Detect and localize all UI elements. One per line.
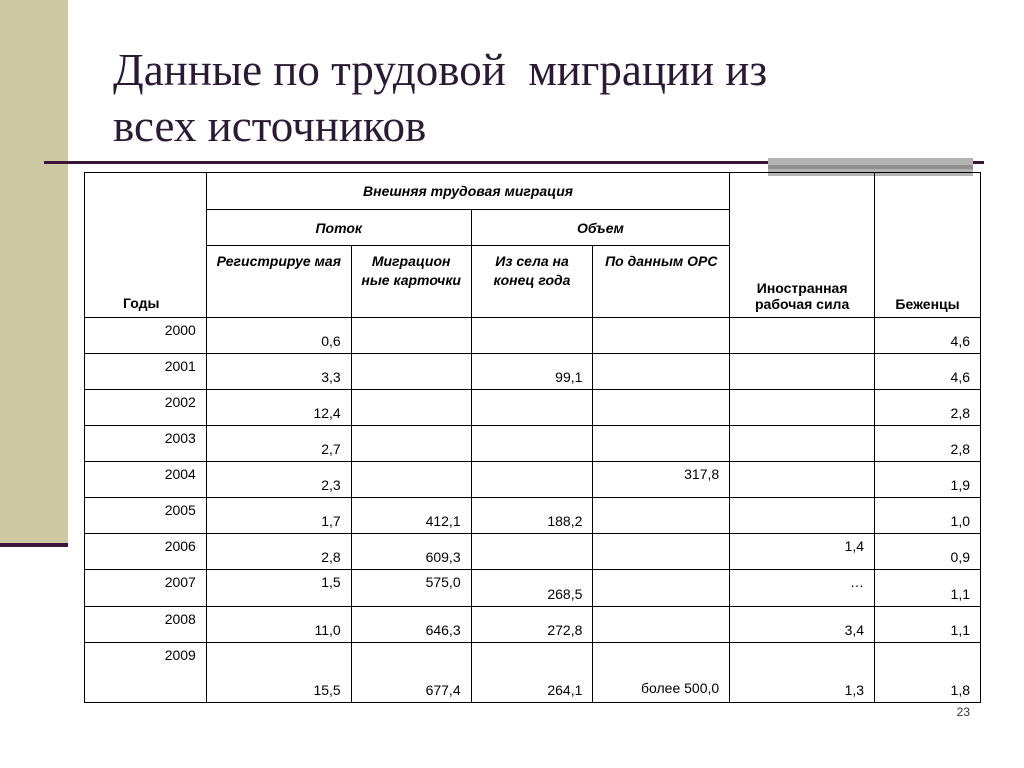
cell-ors <box>593 318 730 354</box>
cell-ors <box>593 390 730 426</box>
cell-village <box>471 318 593 354</box>
title-accent-bar-stripe <box>768 165 973 169</box>
cell-year: 2008 <box>85 607 207 643</box>
cell-foreign <box>730 354 875 390</box>
cell-foreign: … <box>730 570 875 607</box>
cell-village <box>471 462 593 498</box>
cell-cards <box>351 426 471 462</box>
cell-cards: 609,3 <box>351 534 471 570</box>
cell-cards <box>351 390 471 426</box>
header-volume: Объем <box>471 210 730 246</box>
cell-year: 2007 <box>85 570 207 607</box>
cell-ors <box>593 570 730 607</box>
cell-refugees: 1,9 <box>875 462 981 498</box>
cell-year: 2003 <box>85 426 207 462</box>
cell-refugees: 4,6 <box>875 354 981 390</box>
cell-ors: более 500,0 <box>593 643 730 703</box>
cell-village: 99,1 <box>471 354 593 390</box>
cell-cards <box>351 354 471 390</box>
header-from-village: Из села на конец года <box>471 246 593 318</box>
cell-registered: 15,5 <box>206 643 351 703</box>
table-row <box>85 318 981 354</box>
cell-village <box>471 390 593 426</box>
cell-registered: 11,0 <box>206 607 351 643</box>
header-migration-cards: Миграцион ные карточки <box>351 246 471 318</box>
cell-ors <box>593 534 730 570</box>
cell-refugees: 1,0 <box>875 498 981 534</box>
cell-cards: 677,4 <box>351 643 471 703</box>
header-years: Годы <box>85 173 207 318</box>
table-row <box>85 498 981 534</box>
cell-refugees: 4,6 <box>875 318 981 354</box>
slide-title-line-2: всех источников <box>113 101 427 151</box>
table-row <box>85 643 981 703</box>
cell-refugees: 2,8 <box>875 390 981 426</box>
cell-registered: 2,8 <box>206 534 351 570</box>
header-refugees: Беженцы <box>875 173 981 318</box>
table-row <box>85 534 981 570</box>
table-row <box>85 390 981 426</box>
cell-registered: 1,5 <box>206 570 351 607</box>
cell-refugees: 1,1 <box>875 607 981 643</box>
cell-foreign <box>730 390 875 426</box>
cell-registered: 2,7 <box>206 426 351 462</box>
cell-year: 2002 <box>85 390 207 426</box>
cell-registered: 12,4 <box>206 390 351 426</box>
cell-foreign <box>730 462 875 498</box>
cell-cards: 575,0 <box>351 570 471 607</box>
cell-registered: 2,3 <box>206 462 351 498</box>
cell-year: 2009 <box>85 643 207 703</box>
cell-ors <box>593 426 730 462</box>
cell-registered: 3,3 <box>206 354 351 390</box>
cell-village <box>471 426 593 462</box>
cell-village: 264,1 <box>471 643 593 703</box>
cell-foreign <box>730 426 875 462</box>
table-row <box>85 570 981 607</box>
cell-refugees: 2,8 <box>875 426 981 462</box>
cell-cards: 646,3 <box>351 607 471 643</box>
cell-village <box>471 534 593 570</box>
cell-foreign: 3,4 <box>730 607 875 643</box>
table-row <box>85 426 981 462</box>
migration-data-table <box>84 172 981 703</box>
cell-ors: 317,8 <box>593 462 730 498</box>
cell-refugees: 0,9 <box>875 534 981 570</box>
header-flow: Поток <box>206 210 471 246</box>
cell-village: 272,8 <box>471 607 593 643</box>
header-foreign-workforce: Иностранная рабочая сила <box>730 173 875 318</box>
cell-year: 2004 <box>85 462 207 498</box>
cell-year: 2000 <box>85 318 207 354</box>
cell-year: 2005 <box>85 498 207 534</box>
table-row <box>85 607 981 643</box>
cell-cards: 412,1 <box>351 498 471 534</box>
cell-ors <box>593 354 730 390</box>
cell-registered: 0,6 <box>206 318 351 354</box>
slide-title <box>113 42 933 154</box>
table-row <box>85 354 981 390</box>
header-ors-data: По данным ОРС <box>593 246 730 318</box>
header-external-migration: Внешняя трудовая миграция <box>206 173 729 210</box>
cell-foreign <box>730 498 875 534</box>
cell-refugees: 1,8 <box>875 643 981 703</box>
cell-ors <box>593 498 730 534</box>
header-registered: Регистрируе мая <box>206 246 351 318</box>
cell-cards <box>351 462 471 498</box>
cell-ors <box>593 607 730 643</box>
cell-year: 2001 <box>85 354 207 390</box>
cell-registered: 1,7 <box>206 498 351 534</box>
left-band-underline <box>0 543 68 547</box>
cell-foreign: 1,4 <box>730 534 875 570</box>
cell-foreign <box>730 318 875 354</box>
cell-village: 188,2 <box>471 498 593 534</box>
table-row <box>85 462 981 498</box>
cell-cards <box>351 318 471 354</box>
cell-foreign: 1,3 <box>730 643 875 703</box>
page-number: 23 <box>956 705 970 719</box>
cell-year: 2006 <box>85 534 207 570</box>
slide-title-line-1: Данные по трудовой миграции из <box>113 45 768 95</box>
cell-refugees: 1,1 <box>875 570 981 607</box>
left-decorative-band <box>0 0 68 543</box>
cell-village: 268,5 <box>471 570 593 607</box>
